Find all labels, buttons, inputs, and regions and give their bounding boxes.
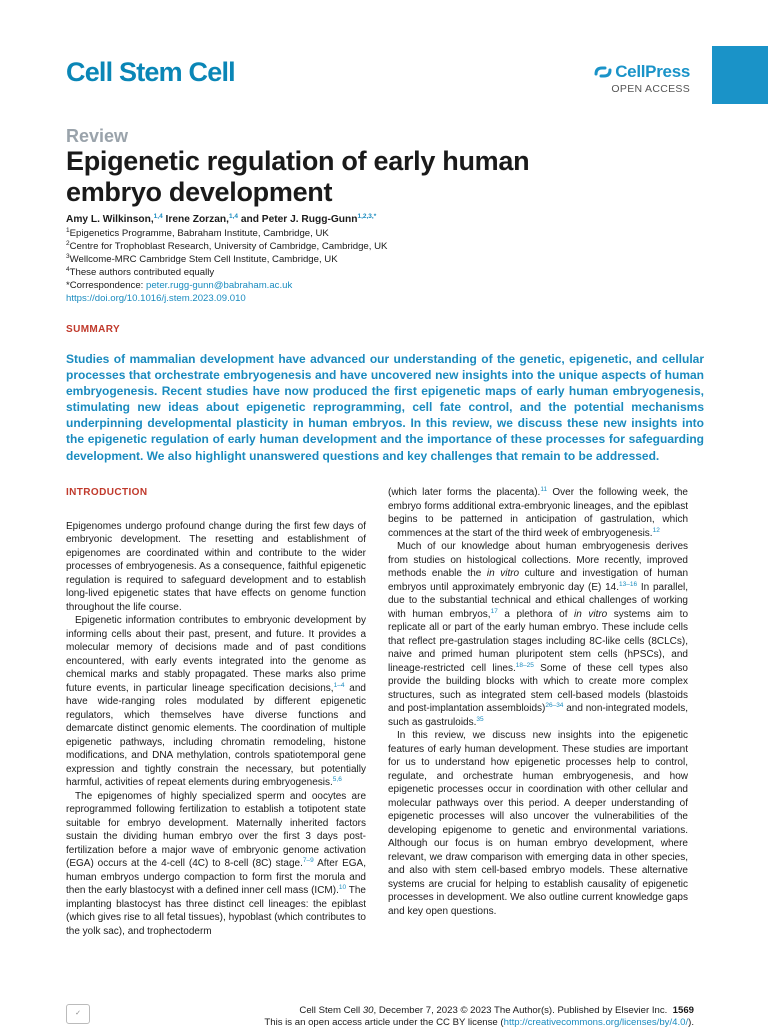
publisher-block [594,62,690,95]
citation-superscript: 1–4 [333,681,345,689]
citation-superscript: 12 [652,526,660,534]
license-link[interactable]: http://creativecommons.org/licenses/by/4.0/ [503,1017,689,1028]
correspondence-email-link[interactable]: peter.rugg-gunn@babraham.ac.uk [146,280,293,291]
citation-superscript: 5,6 [332,776,342,783]
text-run: Epigenomes undergo profound change during the first few days of embryonic development. The resetting and establishment of epigenomes are coordinated within and contribute to the wider processes of embryogenesis. As a consequence, faithful epigenetic regulation is required to safeguard development and to establish long-lived epigenetic states that have effects on genome function throughout the life course. [66,520,366,613]
text-run: The epigenomes of highly specialized sperm and oocytes are reprogrammed following fertilization to establish a totipotent state suitable for embryo development. Maternally inherited factors sustain the dividing human embryo over the first 3 days post-fertilization before a major wave of embryonic genome activation (EGA) occurs at the 4-cell (4C) to 8-cell (8C) stage. [66,790,366,869]
article-meta [66,213,666,305]
summary-text: Studies of mammalian development have advanced our understanding of the genetic, epigenetic, and cellular processes that orchestrate embryogenesis and have uncovered new insights into the unique aspects of human embryogenesis. Recent studies have now produced the first epigenetic maps of early human embryogenesis, stimulating new ideas about epigenetic reprogramming, cell fate control, and the potential mechanisms underpinning developmental plasticity in human embryos. In this review, we discuss these new insights into the epigenetic regulation of early human development and the importance of these processes for safeguarding development. We also highlight unanswered questions and key challenges that remain to be addressed. [66,352,704,463]
author-name: Amy L. Wilkinson, [66,214,154,225]
publisher-name: CellPress [615,62,690,81]
body-paragraph [66,790,366,939]
citation-journal: Cell Stem Cell [299,1005,363,1016]
citation-superscript: 35 [476,715,484,723]
text-run: and non-integrated models, such as gastruloids. [388,703,688,728]
italic-term: in vitro [486,568,520,579]
summary-heading: SUMMARY [66,324,121,335]
body-column-left [66,486,366,938]
citation-superscript: 18–25 [515,661,534,669]
page-number: 1569 [672,1005,694,1016]
affiliation [66,227,666,240]
cellpress-logo-icon [594,65,612,79]
affiliation [66,240,666,253]
text-run: (which later forms the placenta). [388,487,541,498]
affiliation-text: Wellcome-MRC Cambridge Stem Cell Institute, Cambridge, UK [69,254,338,265]
italic-term: in vitro [574,608,608,620]
open-access-label: OPEN ACCESS [611,83,690,95]
author-list [66,213,666,226]
affiliation-text: These authors contributed equally [69,267,215,278]
body-paragraph [66,520,366,615]
citation-superscript: 26–34 [545,702,564,709]
citation-details: , December 7, 2023 © 2023 The Author(s). Published by Elsevier Inc. [373,1005,668,1016]
correspondence [66,279,666,292]
citation-superscript: 10 [338,884,347,891]
text-run: systems aim to replicate all or part of the early human embryo. These include cells that reflect pre-gastrulation stages including 8C-like cells (8CLCs), naive and primed human pluripotent stem cells (hPSCs), and lineage-restricted cell lines. [388,608,689,674]
citation-superscript: 13–16 [619,580,638,588]
correspondence-label: *Correspondence: [66,280,146,291]
body-paragraph [388,540,688,729]
affiliation-number: 4 [66,266,70,273]
text-run: Over the following week, the embryo forms additional extra-embryonic lineages, and the epiblast begins to be patterned in anticipation of gastrulation, which commences at the start of the third week of embryogenesis. [388,487,688,539]
check-for-updates-icon[interactable]: ✓ [66,1004,90,1024]
author-name: and Peter J. Rugg-Gunn [240,214,358,225]
affiliation-number: 2 [66,240,70,247]
doi-link[interactable]: https://doi.org/10.1016/j.stem.2023.09.010 [66,293,246,304]
body-column-right [388,486,688,918]
text-run: and have wide-ranging roles modulated by different epigenetic regulators, which themselves have diverse functions and demarcate distinct genomic elements. The coordination of multiple epigenetic pathways, including chromatin remodeling, histone modifications, and DNA methylation, controls spatiotemporal gene expression and tightly constrain the necessary, but potentially harmful, activities of repeat elements during embryogenesis. [66,682,366,788]
author-name: Irene Zorzan, [165,214,229,225]
citation-line [264,1005,694,1017]
text-run: In parallel, due to the substantial technical and ethical challenges of working with human embryos, [388,581,689,620]
section-heading-introduction: INTRODUCTION [66,487,148,498]
affiliation-text: Epigenetics Programme, Babraham Institute, Cambridge, UK [69,228,329,239]
affiliation-number: 1 [66,227,70,234]
open-access-tab [712,46,768,104]
article-type: Review [66,126,129,146]
text-run: The implanting blastocyst has three distinct cell lineages: the epiblast (which gives rise to all fetal tissues), hypoblast (which contributes to the yolk sac), and trophectoderm [66,885,366,937]
license-suffix: ). [688,1017,694,1028]
affiliation-text: Centre for Trophoblast Research, University of Cambridge, Cambridge, UK [69,241,388,252]
citation-superscript: 7–9 [302,857,314,864]
text-run: culture and investigation of human embryos until approximately embryonic day (E) 14. [388,568,689,593]
text-run: Some of these cell types also provide the building blocks with which to create more complex structures, such as integrated stem cell-based models (blastoids and post-implantation assembloids) [388,662,688,714]
author-affiliation-sup: 1,4 [153,213,163,220]
journal-name: Cell Stem Cell [66,57,235,87]
page-footer [264,1005,694,1029]
body-paragraph [388,486,688,540]
text-run: a plethora of [497,608,575,620]
text-run: After EGA, human embryos undergo compaction to form first the morula and then the early blastocyst with a defined inner cell mass (ICM). [66,858,366,896]
article-title: Epigenetic regulation of early human embryo development [66,146,530,207]
affiliation [66,253,666,266]
citation-superscript: 17 [490,607,498,615]
text-run: In this review, we discuss new insights into the epigenetic features of early human development. These studies are important for us to understand how epigenetic processes help to control, regulate, and orchestrate human embryogenesis, and how epigenetic processes occur in coordination with other cellular and molecular pathways over this period. A deeper understanding of epigenetic processes will also uncover the vulnerabilities of the developing epigenome to genetic and environmental variations. Although our focus is on human embryo development, where relevant, we draw comparison with emerging data in other species, and also with stem cell-based embryo models. These alternative systems are crucial for helping to establish causality of epigenetic processes in development. We also outline current knowledge gaps and key open questions. [388,730,688,917]
body-paragraph [388,729,688,918]
affiliation-number: 3 [66,253,70,260]
text-run: Epigenetic information contributes to embryonic development by informing cells about their past, present, and future. It provides a molecular memory of decisions made and of past conditions encountered, with early events integrated into the genome as chemical marks and stably propagated. These marks also prime future events, in particular lineage specification decisions, [66,615,366,694]
author-affiliation-sup: 1,4 [228,213,238,220]
affiliation [66,266,666,279]
text-run: Much of our knowledge about human embryogenesis derives from studies on histological collections. More recently, improved methods enable the [388,541,688,579]
body-paragraph [66,614,366,790]
author-affiliation-sup: 1,2,3,* [357,213,377,220]
citation-volume: 30 [362,1005,374,1016]
citation-superscript: 11 [540,486,548,493]
license-prefix: This is an open access article under the CC BY license ( [264,1017,504,1028]
license-line [264,1017,694,1029]
